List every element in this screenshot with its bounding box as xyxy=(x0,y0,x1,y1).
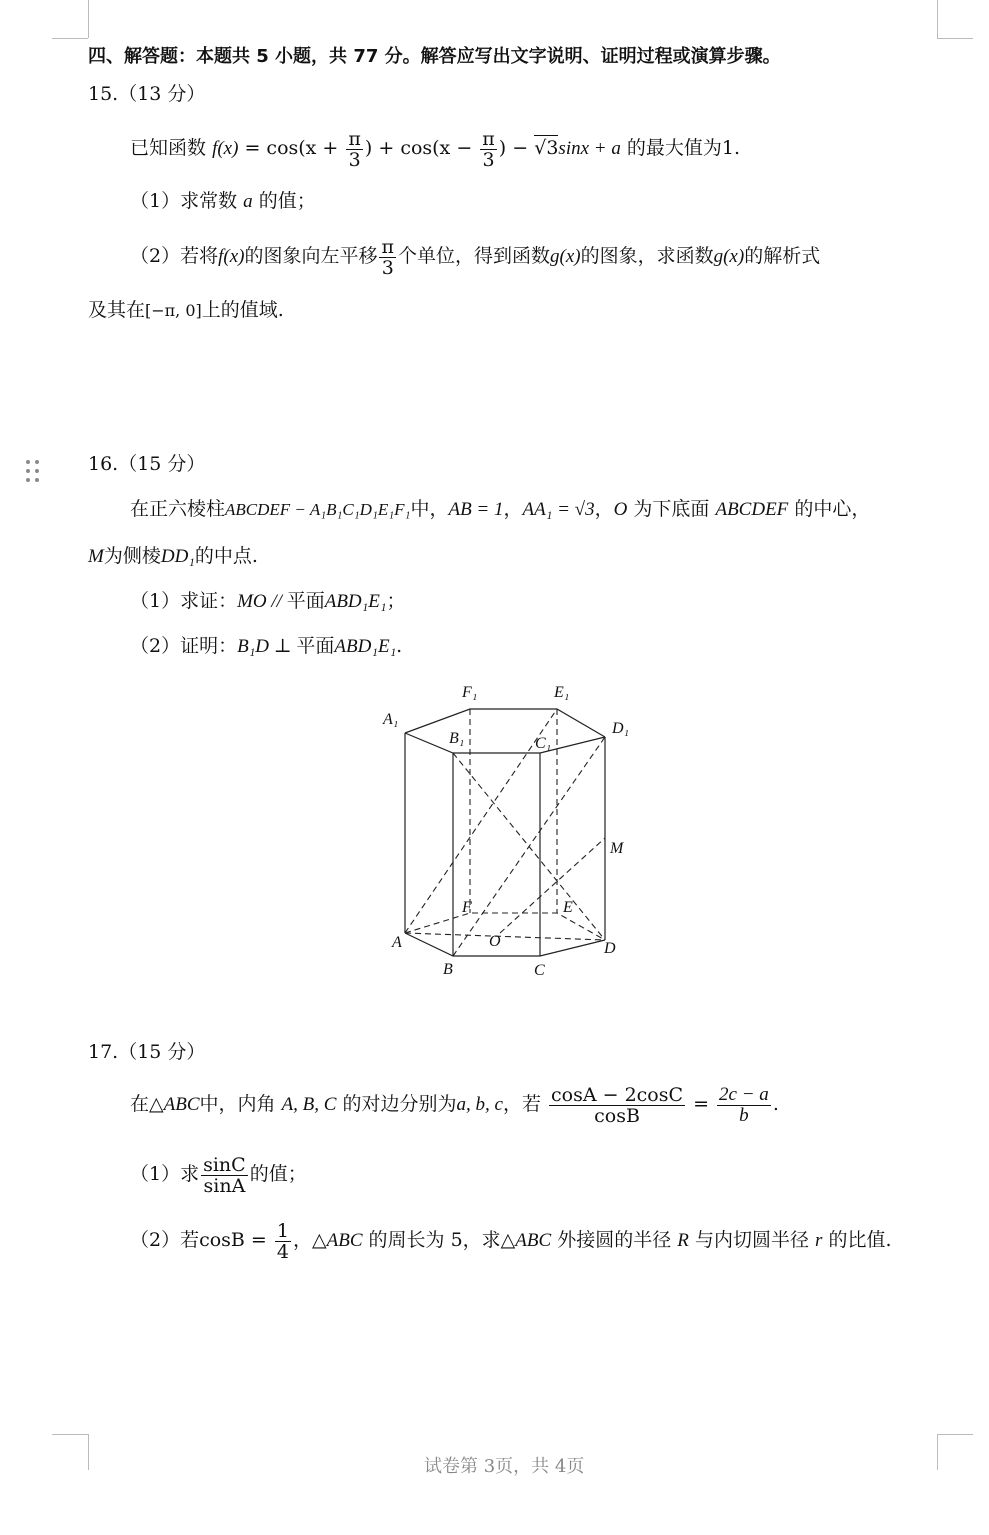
q17-stem: 在△ABC中，内角 A, B, C 的对边分别为a, b, c，若 $\frac{\cos A - 2\cos C}{\cos B}$ = $\frac{2c - a}{b}$ . xyxy=(130,1083,779,1127)
label-O: O xyxy=(489,933,501,950)
crop-mark xyxy=(52,38,88,39)
label-C1: C₁ xyxy=(535,735,552,752)
q15-eq: = cos(x + xyxy=(238,137,339,159)
q15-stem-prefix: 已知函数 xyxy=(130,137,207,159)
crop-mark xyxy=(937,38,973,39)
label-E1: E₁ xyxy=(554,684,570,701)
label-A: A xyxy=(392,934,402,951)
crop-mark xyxy=(52,1434,88,1435)
line-OM xyxy=(500,838,605,933)
q16-stem-line2: M为侧棱DD₁的中点. xyxy=(88,545,258,567)
line-B1D xyxy=(453,753,605,940)
q16-part1: （1）求证：MO // 平面ABD₁E₁； xyxy=(130,590,406,612)
label-A1: A₁ xyxy=(383,711,399,728)
label-B1: B₁ xyxy=(449,730,465,747)
page-footer: 试卷第 3页，共 4页 xyxy=(424,1456,585,1477)
q15-sinx: sinx + a xyxy=(558,138,621,159)
crop-mark xyxy=(937,1434,973,1435)
q15-part1: （1）求常数 a 的值； xyxy=(130,190,316,212)
q15-sqrt3: √3 xyxy=(534,137,559,159)
section-title: 四、解答题：本题共 5 小题，共 77 分。解答应写出文字说明、证明过程或演算步骤。 xyxy=(88,46,781,67)
crop-mark xyxy=(937,0,938,38)
q17-part1: （1）求 $\frac{\sin C}{\sin A}$ 的值； xyxy=(130,1153,307,1197)
q16-stem: 在正六棱柱ABCDEF − A₁B₁C₁D₁E₁F₁中，AB = 1，AA₁ = √3，O 为下底面 ABCDEF 的中心， xyxy=(130,498,871,520)
crop-mark xyxy=(88,0,89,38)
q16-part2: （2）证明：B₁D ⊥ 平面ABD₁E₁. xyxy=(130,635,403,657)
q17-number: 17.（15 分） xyxy=(88,1041,206,1063)
q15-mid: ) + cos(x − xyxy=(364,137,473,159)
q15-stem-suffix: 的最大值为1. xyxy=(626,137,741,159)
crop-mark xyxy=(88,1434,89,1470)
hexagonal-prism-figure xyxy=(370,675,650,985)
crop-mark xyxy=(937,1434,938,1470)
q17-part2: （2）若cosB = $\frac{1}{4}$ ，△ABC 的周长为 5，求△ABC 外接圆的半径 R 与内切圆半径 r 的比值. xyxy=(130,1219,892,1263)
label-F1: F₁ xyxy=(462,684,478,701)
q15-part2: （2）若将f(x)的图象向左平移 $\frac{\pi}{3}$ 个单位，得到函数g(x)的图象，求函数g(x)的解析式 xyxy=(130,235,821,279)
label-B: B xyxy=(443,961,453,978)
top-back-edges xyxy=(405,709,605,737)
q16-number: 16.（15 分） xyxy=(88,453,206,475)
q15-tail: ) − xyxy=(498,137,535,159)
q15-number: 15.（13 分） xyxy=(88,83,206,105)
label-M: M xyxy=(610,840,624,857)
line-AD xyxy=(405,933,605,940)
q15-fx: f(x) xyxy=(212,138,239,159)
label-D: D xyxy=(604,940,616,957)
q15-frac1: $\frac{\pi}{3}$ xyxy=(348,127,361,171)
q15-frac2: $\frac{\pi}{3}$ xyxy=(482,127,495,171)
top-front-edges xyxy=(405,733,605,753)
label-C: C xyxy=(534,962,545,979)
q15-part2-line2: 及其在[−π, 0]上的值域. xyxy=(88,299,284,321)
label-F: F xyxy=(462,899,472,916)
label-E: E xyxy=(563,899,573,916)
q15-stem xyxy=(130,124,740,173)
label-D1: D₁ xyxy=(612,720,630,737)
drag-handle-icon[interactable] xyxy=(24,458,44,484)
